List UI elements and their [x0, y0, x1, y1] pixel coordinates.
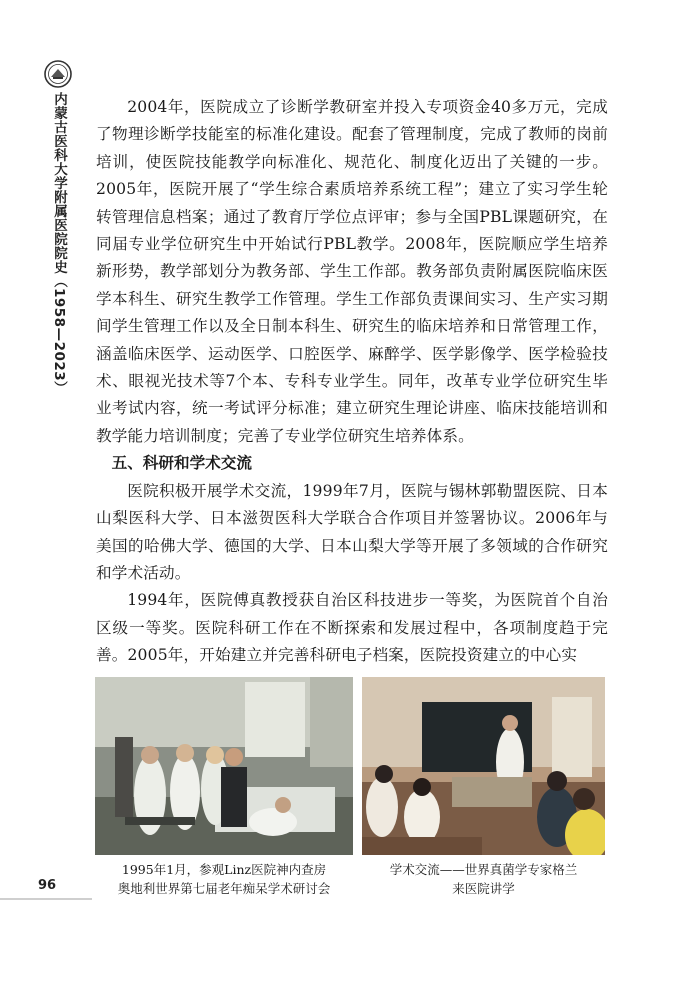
section-heading: 五、科研和学术交流 — [111, 454, 252, 473]
sidebar — [0, 0, 92, 983]
book-title: 内蒙古医科大学附属医院院史（1958—2023） — [51, 92, 67, 396]
paragraph-exchange: 医院积极开展学术交流，1999年7月，医院与锡林郭勒盟医院、日本山梨医科大学、日本滋贺医科大学联合合作项目并签署协议。2006年与美国的哈佛大学、德国的大学、日本山梨大学等开展了多领域的合作研究和学术活动。 — [96, 481, 608, 582]
photo-ward-round — [95, 677, 353, 855]
caption-line: 来医院讲学 — [452, 881, 515, 896]
caption-lecture — [362, 860, 605, 898]
photo-lecture — [362, 677, 605, 855]
caption-line: 奥地利世界第七届老年痴呆学术研讨会 — [117, 881, 331, 896]
footer-rule — [0, 898, 92, 900]
body-text — [96, 94, 608, 670]
caption-ward-round — [92, 860, 356, 898]
caption-line: 1995年1月，参观Linz医院神内查房 — [121, 862, 327, 877]
university-seal-icon — [44, 60, 72, 88]
paragraph-teaching: 2004年，医院成立了诊断学教研室并投入专项资金40多万元，完成了物理诊断学技能室的标准化建设。配套了管理制度，完成了教师的岗前培训，使医院技能教学向标准化、规范化、制度化迈出了关键的一步。2005年，医院开展了“学生综合素质培养系统工程”；建立了实习学生轮转管理信息档案；通过了教育厅学位点评审；参与全国PBL课题研究，在同届专业学位研究生中开始试行PBL教学。2008年，医院顺应学生培养新形势，教学部划分为教务部、学生工作部。教务部负责附属医院临床医学本科生、研究生教学工作管理。学生工作部负责课间实习、生产实习期间学生管理工作以及全日制本科生、研究生的临床培养和日常管理工作，涵盖临床医学、运动医学、口腔医学、麻醉学、医学影像学、医学检验技术、眼视光技术等7个本、专科专业学生。同年，改革专业学位研究生毕业考试内容，统一考试评分标准；建立研究生理论讲座、临床技能培训和教学能力培训制度；完善了专业学位研究生培养体系。 — [96, 98, 608, 445]
paragraph-research: 1994年，医院傅真教授获自治区科技进步一等奖，为医院首个自治区级一等奖。医院科研工作在不断探索和发展过程中，各项制度趋于完善。2005年，开始建立并完善科研电子档案，医院投资建立的中心实 — [96, 591, 608, 665]
page-number: 96 — [38, 878, 57, 893]
caption-line: 学术交流——世界真菌学专家格兰 — [389, 862, 578, 877]
